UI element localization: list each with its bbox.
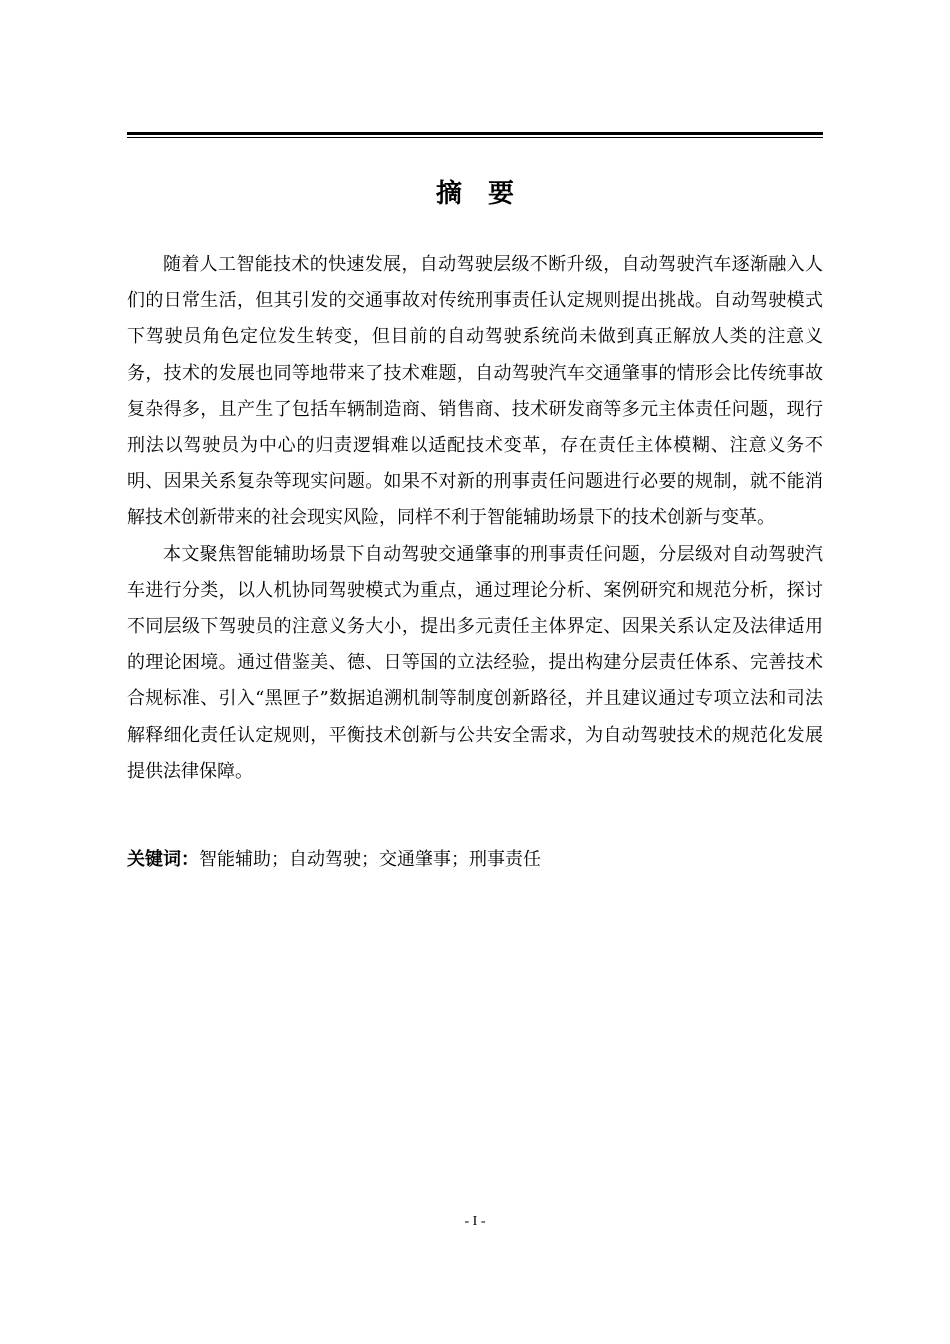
header-rule-thin bbox=[127, 137, 823, 138]
abstract-title: 摘要 bbox=[435, 179, 540, 209]
keywords-list: 智能辅助；自动驾驶；交通肇事；刑事责任 bbox=[199, 849, 541, 870]
abstract-paragraph-1: 随着人工智能技术的快速发展，自动驾驶层级不断升级，自动驾驶汽车逐渐融入人们的日常生活，但其引发的交通事故对传统刑事责任认定规则提出挑战。自动驾驶模式下驾驶员角色定位发生转变，但目前的自动驾驶系统尚未做到真正解放人类的注意义务，技术的发展也同等地带来了技术难题，自动驾驶汽车交通肇事的情形会比传统事故复杂得多，且产生了包括车辆制造商、销售商、技术研发商等多元主体责任问题，现行刑法以驾驶员为中心的归责逻辑难以适配技术变革，存在责任主体模糊、注意义务不明、因果关系复杂等现实问题。如果不对新的刑事责任问题进行必要的规制，就不能消解技术创新带来的社会现实风险，同样不利于智能辅助场景下的技术创新与变革。 bbox=[127, 254, 823, 529]
abstract-paragraph-2: 本文聚焦智能辅助场景下自动驾驶交通肇事的刑事责任问题，分层级对自动驾驶汽车进行分类，以人机协同驾驶模式为重点，通过理论分析、案例研究和规范分析，探讨不同层级下驾驶员的注意义务大小，提出多元责任主体界定、因果关系认定及法律适用的理论困境。通过借鉴美、德、日等国的立法经验，提出构建分层责任体系、完善技术合规标准、引入“黑匣子”数据追溯机制等制度创新路径，并且建议通过专项立法和司法解释细化责任认定规则，平衡技术创新与公共安全需求，为自动驾驶技术的规范化发展提供法律保障。 bbox=[127, 543, 823, 782]
header-double-rule bbox=[127, 132, 823, 138]
keywords-label: 关键词： bbox=[127, 849, 199, 870]
header-rule-thick bbox=[127, 132, 823, 135]
page-number: - I - bbox=[464, 1214, 486, 1229]
abstract-body bbox=[127, 247, 823, 790]
keywords-line bbox=[127, 842, 823, 878]
